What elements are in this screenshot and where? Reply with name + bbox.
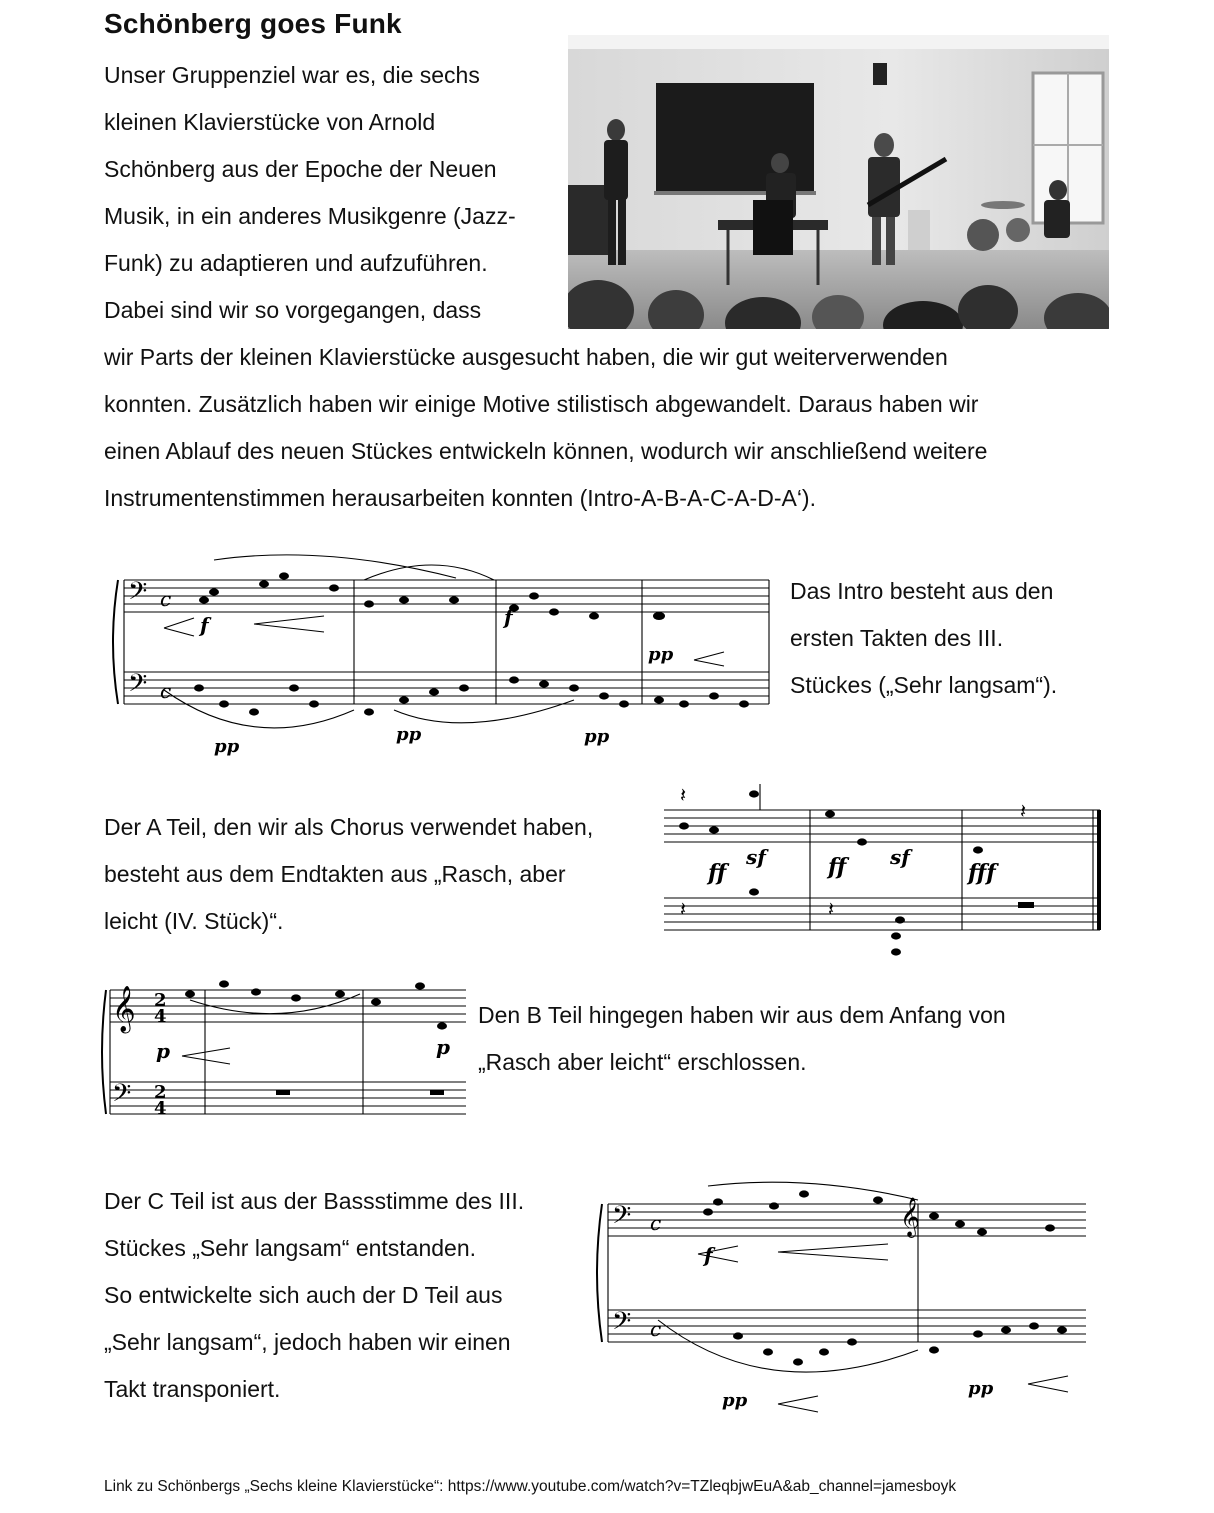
time-signature-bottom: 4: [154, 1006, 167, 1027]
text-line: So entwickelte sich auch der D Teil aus: [104, 1282, 503, 1308]
intro-paragraph: [104, 52, 564, 334]
text-line: Schönberg aus der Epoche der Neuen: [104, 156, 497, 182]
dynamic-mark: p: [156, 1039, 170, 1063]
dynamic-mark: pp: [396, 724, 422, 745]
dynamic-mark: pp: [214, 736, 240, 757]
band-performance-photo: [568, 35, 1109, 329]
intro-paragraph-continued: [104, 334, 1104, 522]
text-line: Instrumentenstimmen herausarbeiten konnten (Intro-A-B-A-C-A-D-A‘).: [104, 485, 816, 511]
svg-text:𝄽: 𝄽: [828, 897, 835, 921]
dynamic-mark: f: [200, 613, 209, 637]
svg-text:𝄽: 𝄽: [680, 783, 687, 807]
text-line: „Rasch aber leicht“ erschlossen.: [478, 1049, 807, 1075]
dynamic-mark: sf: [746, 845, 766, 869]
text-line: wir Parts der kleinen Klavierstücke ausgesucht haben, die wir gut weiterverwenden: [104, 344, 948, 370]
text-line: Dabei sind wir so vorgegangen, dass: [104, 297, 482, 323]
text-line: ersten Takten des III.: [790, 625, 1004, 651]
dynamic-mark: ff: [708, 860, 727, 886]
dynamic-mark: pp: [584, 726, 610, 747]
svg-text:𝄢: 𝄢: [112, 1079, 132, 1114]
dynamic-mark: sf: [890, 845, 910, 869]
footer-link[interactable]: Link zu Schönbergs „Sechs kleine Klavierstücke“: https://www.youtube.com/watch?v=TZleqbjwEuA&ab_channel=jamesboyk: [104, 1478, 957, 1495]
dynamic-mark: pp: [722, 1390, 748, 1411]
a-section-text: [104, 804, 664, 945]
time-signature: c: [160, 679, 172, 703]
text-line: leicht (IV. Stück)“.: [104, 908, 284, 934]
text-line: Stückes („Sehr langsam“).: [790, 672, 1058, 698]
time-signature: c: [650, 1317, 662, 1341]
dynamic-mark: f: [504, 605, 513, 629]
svg-text:𝄞: 𝄞: [900, 1197, 921, 1237]
text-line: Den B Teil hingegen haben wir aus dem Anfang von: [478, 1002, 1006, 1028]
text-line: Funk) zu adaptieren und aufzuführen.: [104, 250, 488, 276]
svg-text:𝄢: 𝄢: [612, 1201, 632, 1236]
text-line: Musik, in ein anderes Musikgenre (Jazz-: [104, 203, 516, 229]
dynamic-mark: p: [436, 1035, 450, 1059]
text-line: Unser Gruppenziel war es, die sechs: [104, 62, 480, 88]
time-signature: c: [160, 587, 172, 611]
dynamic-mark: fff: [968, 860, 996, 886]
text-line: Der A Teil, den wir als Chorus verwendet haben,: [104, 814, 594, 840]
a-section-score-excerpt: [662, 770, 1104, 990]
intro-section-text: [790, 568, 1110, 709]
text-line: kleinen Klavierstücke von Arnold: [104, 109, 436, 135]
text-line: Stückes „Sehr langsam“ entstanden.: [104, 1235, 477, 1261]
svg-text:𝄞: 𝄞: [112, 986, 136, 1032]
text-line: „Sehr langsam“, jedoch haben wir einen: [104, 1329, 511, 1355]
text-line: Takt transponiert.: [104, 1376, 281, 1402]
time-signature-top: 2: [154, 1082, 167, 1103]
page-title: Schönberg goes Funk: [104, 8, 402, 39]
text-line: Das Intro besteht aus den: [790, 578, 1054, 604]
c-section-text: [104, 1178, 574, 1413]
time-signature: c: [650, 1211, 662, 1235]
dynamic-mark: f: [704, 1243, 713, 1267]
svg-text:𝄽: 𝄽: [680, 897, 687, 921]
intro-score-excerpt: [104, 540, 776, 758]
svg-text:𝄢: 𝄢: [612, 1307, 632, 1342]
svg-text:𝄢: 𝄢: [128, 577, 148, 612]
dynamic-mark: pp: [968, 1378, 994, 1399]
text-line: konnten. Zusätzlich haben wir einige Motive stilistisch abgewandelt. Daraus haben wir: [104, 391, 979, 417]
text-line: besteht aus dem Endtakten aus „Rasch, aber: [104, 861, 566, 887]
b-section-score-excerpt: [100, 970, 470, 1122]
dynamic-mark: pp: [648, 644, 674, 665]
time-signature-top: 2: [154, 990, 167, 1011]
text-line: Der C Teil ist aus der Bassstimme des III.: [104, 1188, 525, 1214]
svg-text:𝄢: 𝄢: [128, 669, 148, 704]
svg-text:𝄽: 𝄽: [1020, 799, 1027, 823]
dynamic-mark: ff: [828, 854, 847, 880]
c-section-score-excerpt: [588, 1170, 1090, 1418]
b-section-text: [478, 992, 1118, 1086]
text-line: einen Ablauf des neuen Stückes entwickeln können, wodurch wir anschließend weitere: [104, 438, 988, 464]
time-signature-bottom: 4: [154, 1098, 167, 1119]
